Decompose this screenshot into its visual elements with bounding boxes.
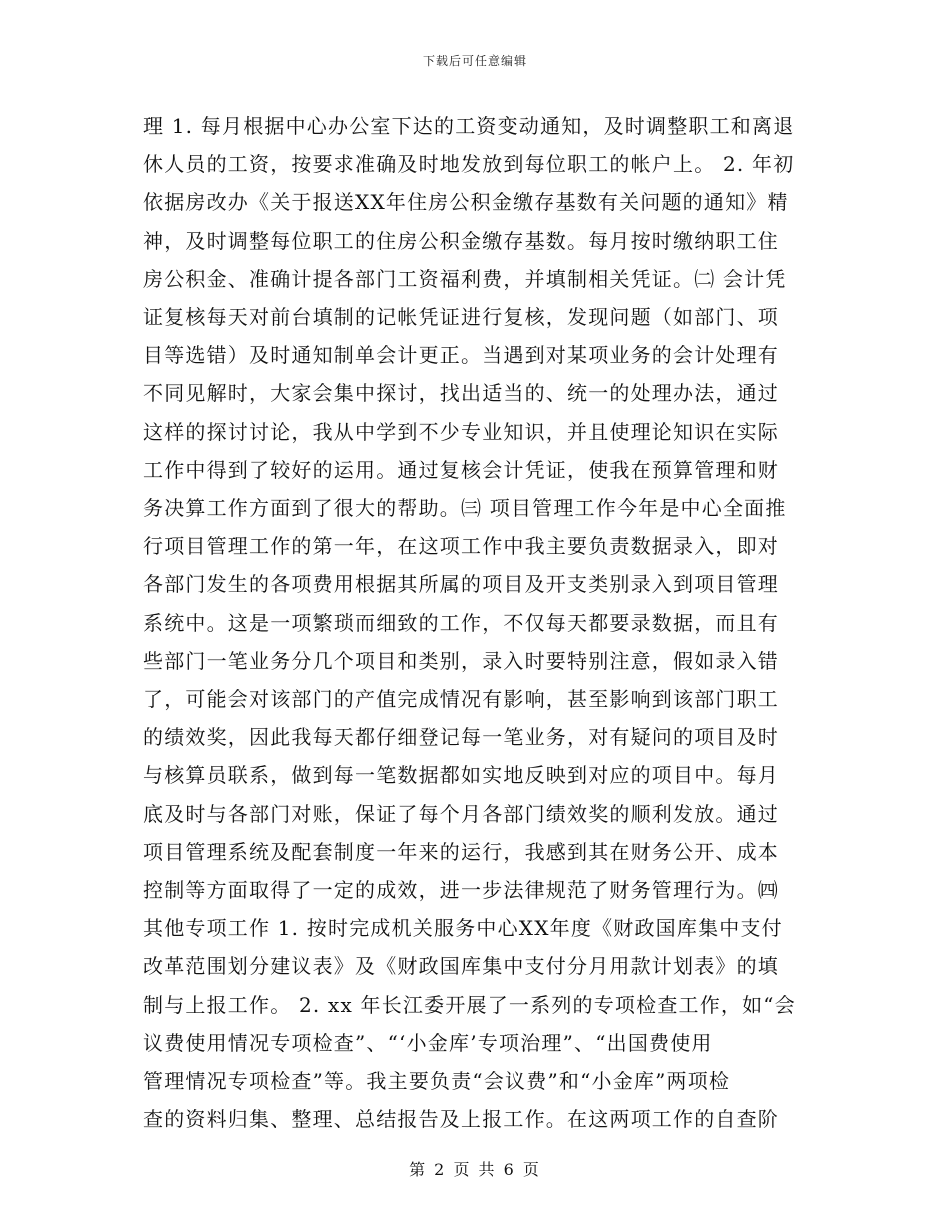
page-number-footer: 第 2 页 共 6 页 xyxy=(409,1160,541,1179)
page-header: 下载后可任意编辑 xyxy=(422,54,527,68)
document-body-text: 理 1. 每月根据中心办公室下达的工资变动通知，及时调整职工和离退 休人员的工资，按要求准确及时地发放到每位职工的帐户上。 2. 年初 依据房改办《关于报送XX年住房公积金缴存基数有关问题的通知》精 神，及时调整每位职工的住房公积金缴存基数。每月按时缴纳职工住 房公积金、准确计提各部门工资福利费，并填制相关凭证。㈡ 会计凭 证复核每天对前台填制的记帐凭证进行复核，发现问题（如部门、项 目等选错）及时通知制单会计更正。当遇到对某项业务的会计处理有 不同见解时，大家会集中探讨，找出适当的、统一的处理办法，通过 这样的探讨讨论，我从中学到不少专业知识，并且使理论知识在实际 工作中得到了较好的运用。通过复核会计凭证，使我在预算管理和财 务决算工作方面到了很大的帮助。㈢ 项目管理工作今年是中心全面推 行项目管理工作的第一年，在这项工作中我主要负责数据录入，即对 各部门发生的各项费用根据其所属的项目及开支类别录入到项目管理 系统中。这是一项繁琐而细致的工作，不仅每天都要录数据，而且有 些部门一笔业务分几个项目和类别，录入时要特别注意，假如录入错 了，可能会对该部门的产值完成情况有影响，甚至影响到该部门职工 的绩效奖，因此我每天都仔细登记每一笔业务，对有疑问的项目及时 与核算员联系，做到每一笔数据都如实地反映到对应的项目中。每月 底及时与各部门对账，保证了每个月各部门绩效奖的顺利发放。通过 项目管理系统及配套制度一年来的运行，我感到其在财务公开、成本 控制等方面取得了一定的成效，进一步法律规范了财务管理行为。㈣ 其他专项工作 1. 按时完成机关服务中心XX年度《财政国库集中支付 改革范围划分建议表》及《财政国库集中支付分月用款计划表》的填 制与上报工作。 2. xx 年长江委开展了一系列的专项检查工作，如“会 议费使用情况专项检查”、“‘小金库’专项治理”、“出国费使用 管理情况专项检查”等。我主要负责“会议费”和“小金库”两项检 查的资料归集、整理、总结报告及上报工作。在这两项工作的自查阶 xyxy=(143,114,796,1132)
